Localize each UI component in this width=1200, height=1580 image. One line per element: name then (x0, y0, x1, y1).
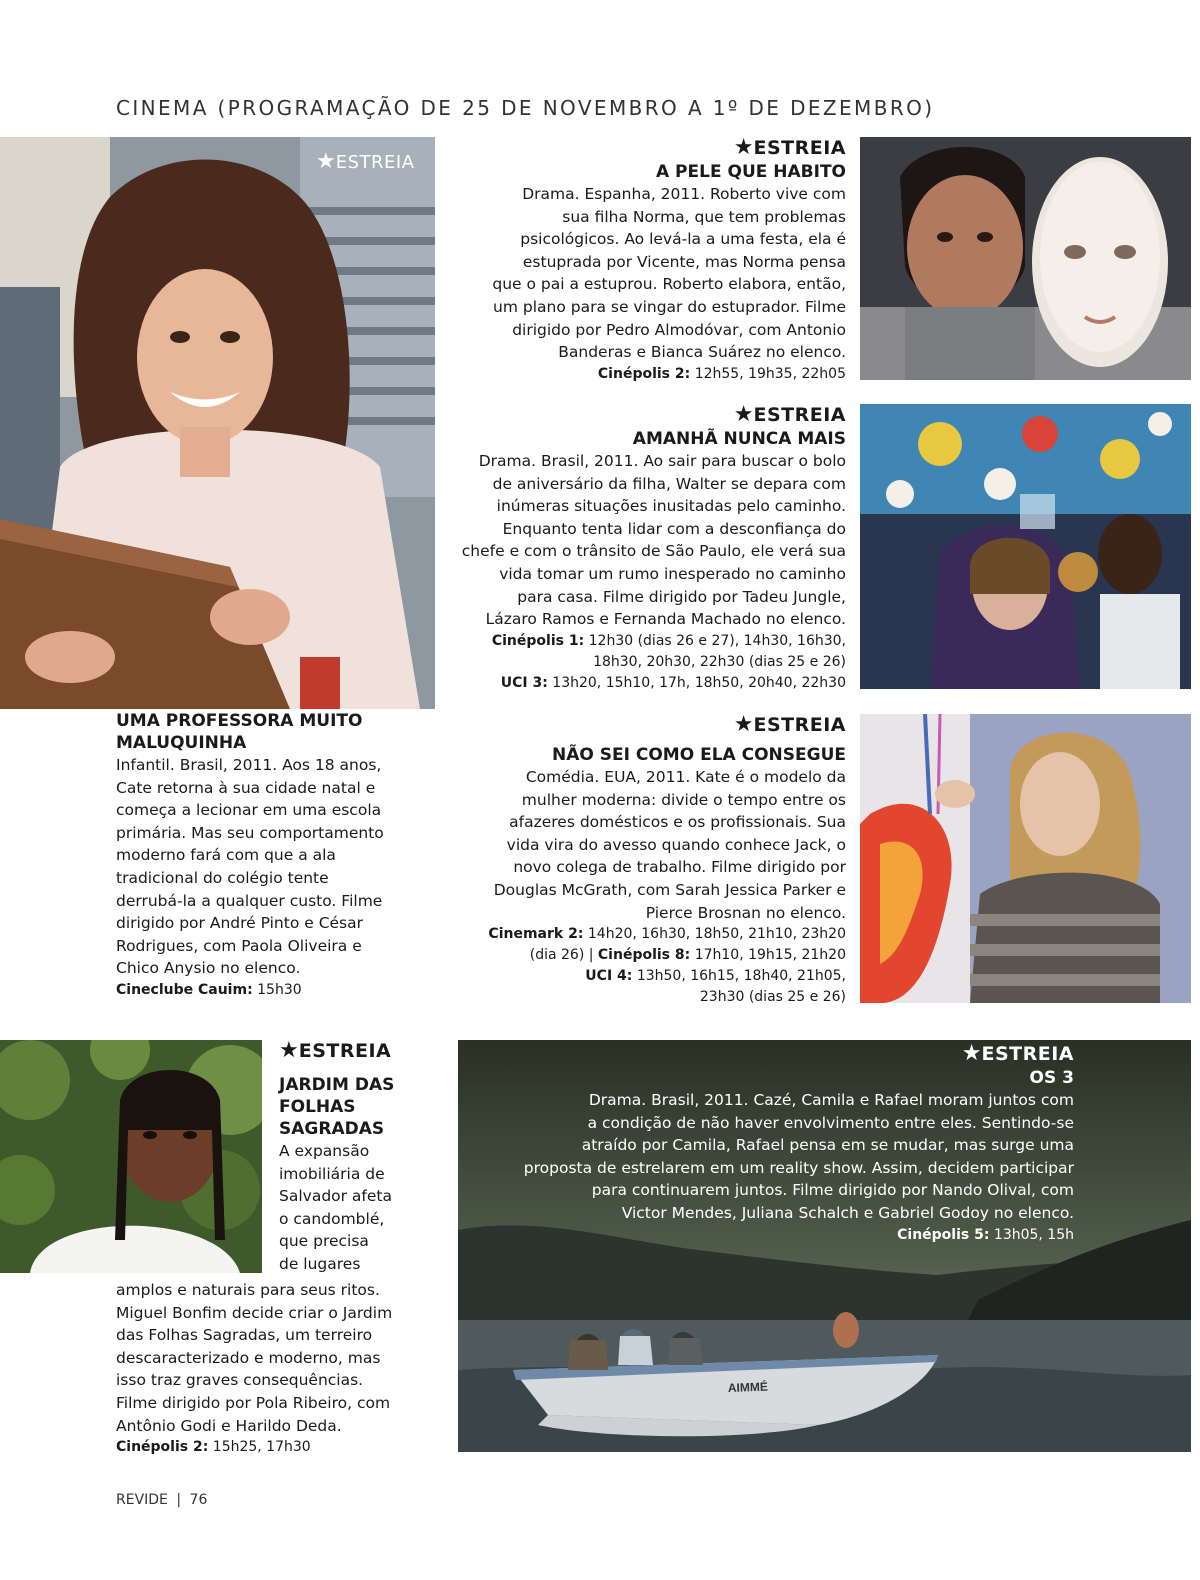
photo-amanha-nunca-mais (860, 404, 1191, 689)
film-nao-sei-como-ela-consegue (420, 714, 846, 1008)
film-uma-professora (116, 710, 416, 1001)
estreia-badge-4: ★ESTREIA (733, 712, 846, 737)
estreia-badge-6: ★ESTREIA (961, 1041, 1074, 1066)
star-icon: ★ (733, 135, 754, 160)
footer-separator: | (176, 1492, 182, 1508)
film-a-pele-que-habito (420, 137, 846, 385)
film-title: JARDIM DAS FOLHAS SAGRADAS (279, 1075, 395, 1139)
film-schedule: Cinépolis 2: 12h55, 19h35, 22h05 (597, 365, 846, 382)
estreia-badge-1: ★ESTREIA (316, 149, 415, 174)
film-schedule: Cinemark 2: 14h20, 16h30, 18h50, 21h10, 23h20 (dia 26) | Cinépolis 8: 17h10, 19h15, 21h20 UCI 4: 13h50, 16h15, 18h40, 21h05, 23h30 (dias 25 e 26) (488, 926, 846, 1006)
estreia-badge-3: ★ESTREIA (733, 402, 846, 427)
film-title: AMANHÃ NUNCA MAIS (632, 429, 846, 449)
film-jardim-das-folhas-sagradas-header (279, 1040, 409, 1276)
film-synopsis-wrap: A expansão imobiliária de Salvador afeta o candomblé, que precisa de lugares (279, 1142, 393, 1273)
film-jardim-das-folhas-sagradas (116, 1279, 416, 1458)
estreia-badge-2: ★ESTREIA (733, 135, 846, 160)
boat-name: AIMMÉ (727, 1379, 769, 1395)
star-icon: ★ (316, 149, 336, 174)
film-schedule: Cinépolis 1: 12h30 (dias 26 e 27), 14h30, 16h30, 18h30, 20h30, 22h30 (dias 25 e 26) UCI 3: 13h20, 15h10, 17h, 18h50, 20h40, 22h30 (491, 632, 846, 691)
photo-uma-professora (0, 137, 435, 709)
film-synopsis: Comédia. EUA, 2011. Kate é o modelo da mulher moderna: divide o tempo entre os afazeres domésticos e os profissionais. Sua vida vira do avesso quando conhece Jack, o novo colega de trabalho. Filme dirigido por Douglas McGrath, com Sarah Jessica Parker e Pierce Brosnan no elenco. (493, 768, 846, 922)
film-os-3 (470, 1043, 1074, 1246)
photo-a-pele-que-habito (860, 137, 1191, 380)
film-schedule: Cinépolis 5: 13h05, 15h (897, 1226, 1074, 1243)
star-icon: ★ (733, 712, 754, 737)
film-schedule: Cineclube Cauim: 15h30 (116, 981, 302, 998)
film-synopsis: Drama. Espanha, 2011. Roberto vive com sua filha Norma, que tem problemas psicológicos. Ao levá-la a uma festa, ela é estuprada por Vicente, mas Norma pensa que o pai a estuprou. Roberto elabora, então, um plano para se vingar do estuprador. Filme dirigido por Pedro Almodóvar, com Antonio Banderas e Bianca Suárez no elenco. (492, 185, 846, 362)
star-icon: ★ (733, 402, 754, 427)
photo-nao-sei-como-ela-consegue (860, 714, 1191, 1003)
film-schedule: Cinépolis 2: 15h25, 17h30 (116, 1439, 311, 1456)
star-icon: ★ (279, 1038, 299, 1063)
film-amanha-nunca-mais (420, 404, 846, 694)
film-title: A PELE QUE HABITO (655, 162, 846, 182)
film-title: UMA PROFESSORA MUITO MALUQUINHA (116, 711, 363, 753)
film-synopsis: Drama. Brasil, 2011. Cazé, Camila e Rafael moram juntos com a condição de não haver envolvimento entre eles. Sentindo-se atraído por Camila, Rafael pensa em se mudar, mas surge uma proposta de estrelarem em um reality show. Assim, decidem participar para continuarem juntos. Filme dirigido por Nando Olival, com Victor Mendes, Juliana Schalch e Gabriel Godoy no elenco. (523, 1091, 1074, 1222)
star-icon: ★ (961, 1041, 982, 1066)
page-footer (116, 1492, 207, 1508)
film-synopsis: Infantil. Brasil, 2011. Aos 18 anos, Cate retorna à sua cidade natal e começa a lecionar em uma escola primária. Mas seu comportamento moderno fará com que a ala tradicional do colégio tente derrubá-la a qualquer custo. Filme dirigido por André Pinto e César Rodrigues, com Paola Oliveira e Chico Anysio no elenco. (116, 756, 384, 978)
film-synopsis: Drama. Brasil, 2011. Ao sair para buscar o bolo de aniversário da filha, Walter se depara com inúmeras situações inusitadas pelo caminho. Enquanto tenta lidar com a desconfiança do chefe e com o trânsito de São Paulo, ele verá sua vida tomar um rumo inesperado no caminho para casa. Filme dirigido por Tadeu Jungle, Lázaro Ramos e Fernanda Machado no elenco. (461, 452, 846, 629)
section-header: CINEMA (PROGRAMAÇÃO DE 25 DE NOVEMBRO A 1º DE DEZEMBRO) (116, 96, 935, 120)
film-title: NÃO SEI COMO ELA CONSEGUE (552, 745, 846, 765)
magazine-name: REVIDE (116, 1492, 168, 1508)
page-number: 76 (189, 1492, 208, 1508)
estreia-badge-5: ★ESTREIA (279, 1038, 392, 1063)
film-title: OS 3 (1029, 1068, 1074, 1088)
film-synopsis: amplos e naturais para seus ritos. Miguel Bonfim decide criar o Jardim das Folhas Sagradas, um terreiro descaracterizado e moderno, mas isso traz graves consequências. Filme dirigido por Pola Ribeiro, com Antônio Godi e Harildo Deda. (116, 1281, 393, 1435)
photo-jardim-das-folhas-sagradas (0, 1040, 262, 1273)
